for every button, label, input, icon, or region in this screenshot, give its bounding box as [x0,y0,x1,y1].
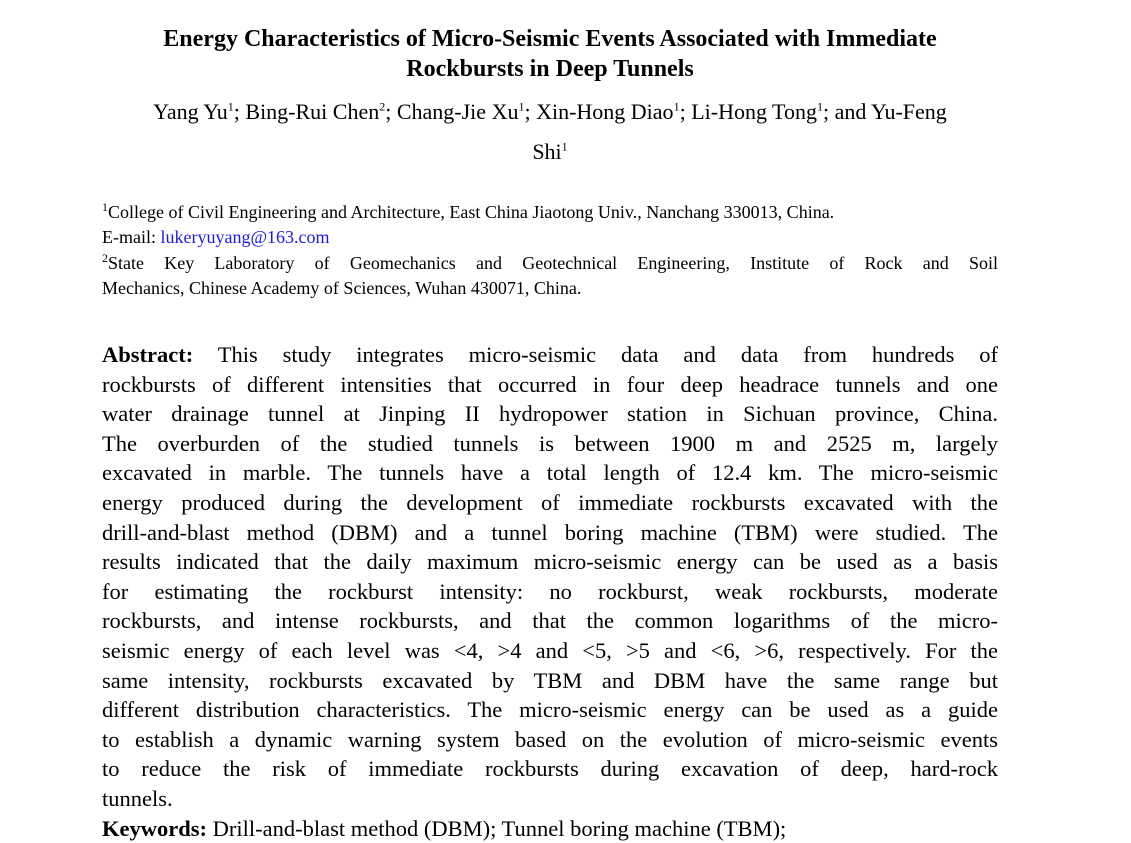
abstract-line: seismic energy of each level was <4, >4 and <5, >5 and <6, >6, respectively. For the [102,636,998,666]
abstract-line: to establish a dynamic warning system based on the evolution of micro-seismic events [102,725,998,755]
affiliation-mark: 2 [102,251,108,265]
author-line [100,132,1000,172]
keywords-text: Drill-and-blast method (DBM); Tunnel boring machine (TBM); [207,816,786,841]
title-line: Rockbursts in Deep Tunnels [100,54,1000,84]
affiliation-mark: 1 [102,200,108,214]
email-label: E-mail: [102,227,160,247]
author-affiliation-mark: 2 [379,100,385,114]
author-name: Bing-Rui Chen [245,99,379,124]
author-line [100,92,1000,132]
affiliation-line: Mechanics, Chinese Academy of Sciences, Wuhan 430071, China. [102,276,998,301]
author-name: Li-Hong Tong [691,99,817,124]
author-name: Shi [532,139,561,164]
keywords-label: Keywords: [102,816,207,841]
abstract-line: to reduce the risk of immediate rockbursts during excavation of deep, hard-rock [102,754,998,784]
email-line [102,225,998,250]
abstract-line [102,340,998,370]
author-affiliation-mark: 1 [674,100,680,114]
abstract-line: for estimating the rockburst intensity: no rockburst, weak rockbursts, moderate [102,577,998,607]
abstract-text: This study integrates micro-seismic data and data from hundreds of [193,342,998,367]
abstract-line: energy produced during the development of immediate rockbursts excavated with the [102,488,998,518]
author-name: Xin-Hong Diao [536,99,673,124]
affiliation-1 [102,200,998,250]
abstract-line: tunnels. [102,784,998,814]
author-name: Yang Yu [153,99,228,124]
affiliation-text: State Key Laboratory of Geomechanics and Geotechnical Engineering, Institute of Rock and Soil [108,253,998,273]
author-affiliation-mark: 1 [817,100,823,114]
abstract-line: excavated in marble. The tunnels have a total length of 12.4 km. The micro-seismic [102,458,998,488]
affiliation-2 [102,251,998,301]
author-affiliation-mark: 1 [228,100,234,114]
abstract-line: results indicated that the daily maximum micro-seismic energy can be used as a basis [102,547,998,577]
email-link[interactable]: lukeryuyang@163.com [160,227,329,247]
author-separator: ; [680,99,692,124]
abstract-line: rockbursts, and intense rockbursts, and that the common logarithms of the micro- [102,606,998,636]
paper-title [100,24,1000,84]
author-separator: ; [234,99,246,124]
author-affiliation-mark: 1 [562,140,568,154]
author-separator: ; [385,99,397,124]
author-name: Chang-Jie Xu [397,99,519,124]
abstract-line: drill-and-blast method (DBM) and a tunnel boring machine (TBM) were studied. The [102,518,998,548]
abstract-line: rockbursts of different intensities that occurred in four deep headrace tunnels and one [102,370,998,400]
author-list [100,92,1000,172]
author-separator: ; and Yu-Feng [823,99,947,124]
affiliation-line [102,200,998,225]
abstract-line: water drainage tunnel at Jinping II hydropower station in Sichuan province, China. [102,399,998,429]
author-affiliation-mark: 1 [518,100,524,114]
affiliation-line [102,251,998,276]
author-separator: ; [524,99,536,124]
abstract-block [102,340,998,843]
abstract-label: Abstract: [102,342,193,367]
title-line: Energy Characteristics of Micro-Seismic Events Associated with Immediate [100,24,1000,54]
affiliation-text: College of Civil Engineering and Architecture, East China Jiaotong Univ., Nanchang 330013, China. [108,202,834,222]
abstract-line: The overburden of the studied tunnels is between 1900 m and 2525 m, largely [102,429,998,459]
abstract-line: same intensity, rockbursts excavated by TBM and DBM have the same range but [102,666,998,696]
abstract-line: different distribution characteristics. The micro-seismic energy can be used as a guide [102,695,998,725]
